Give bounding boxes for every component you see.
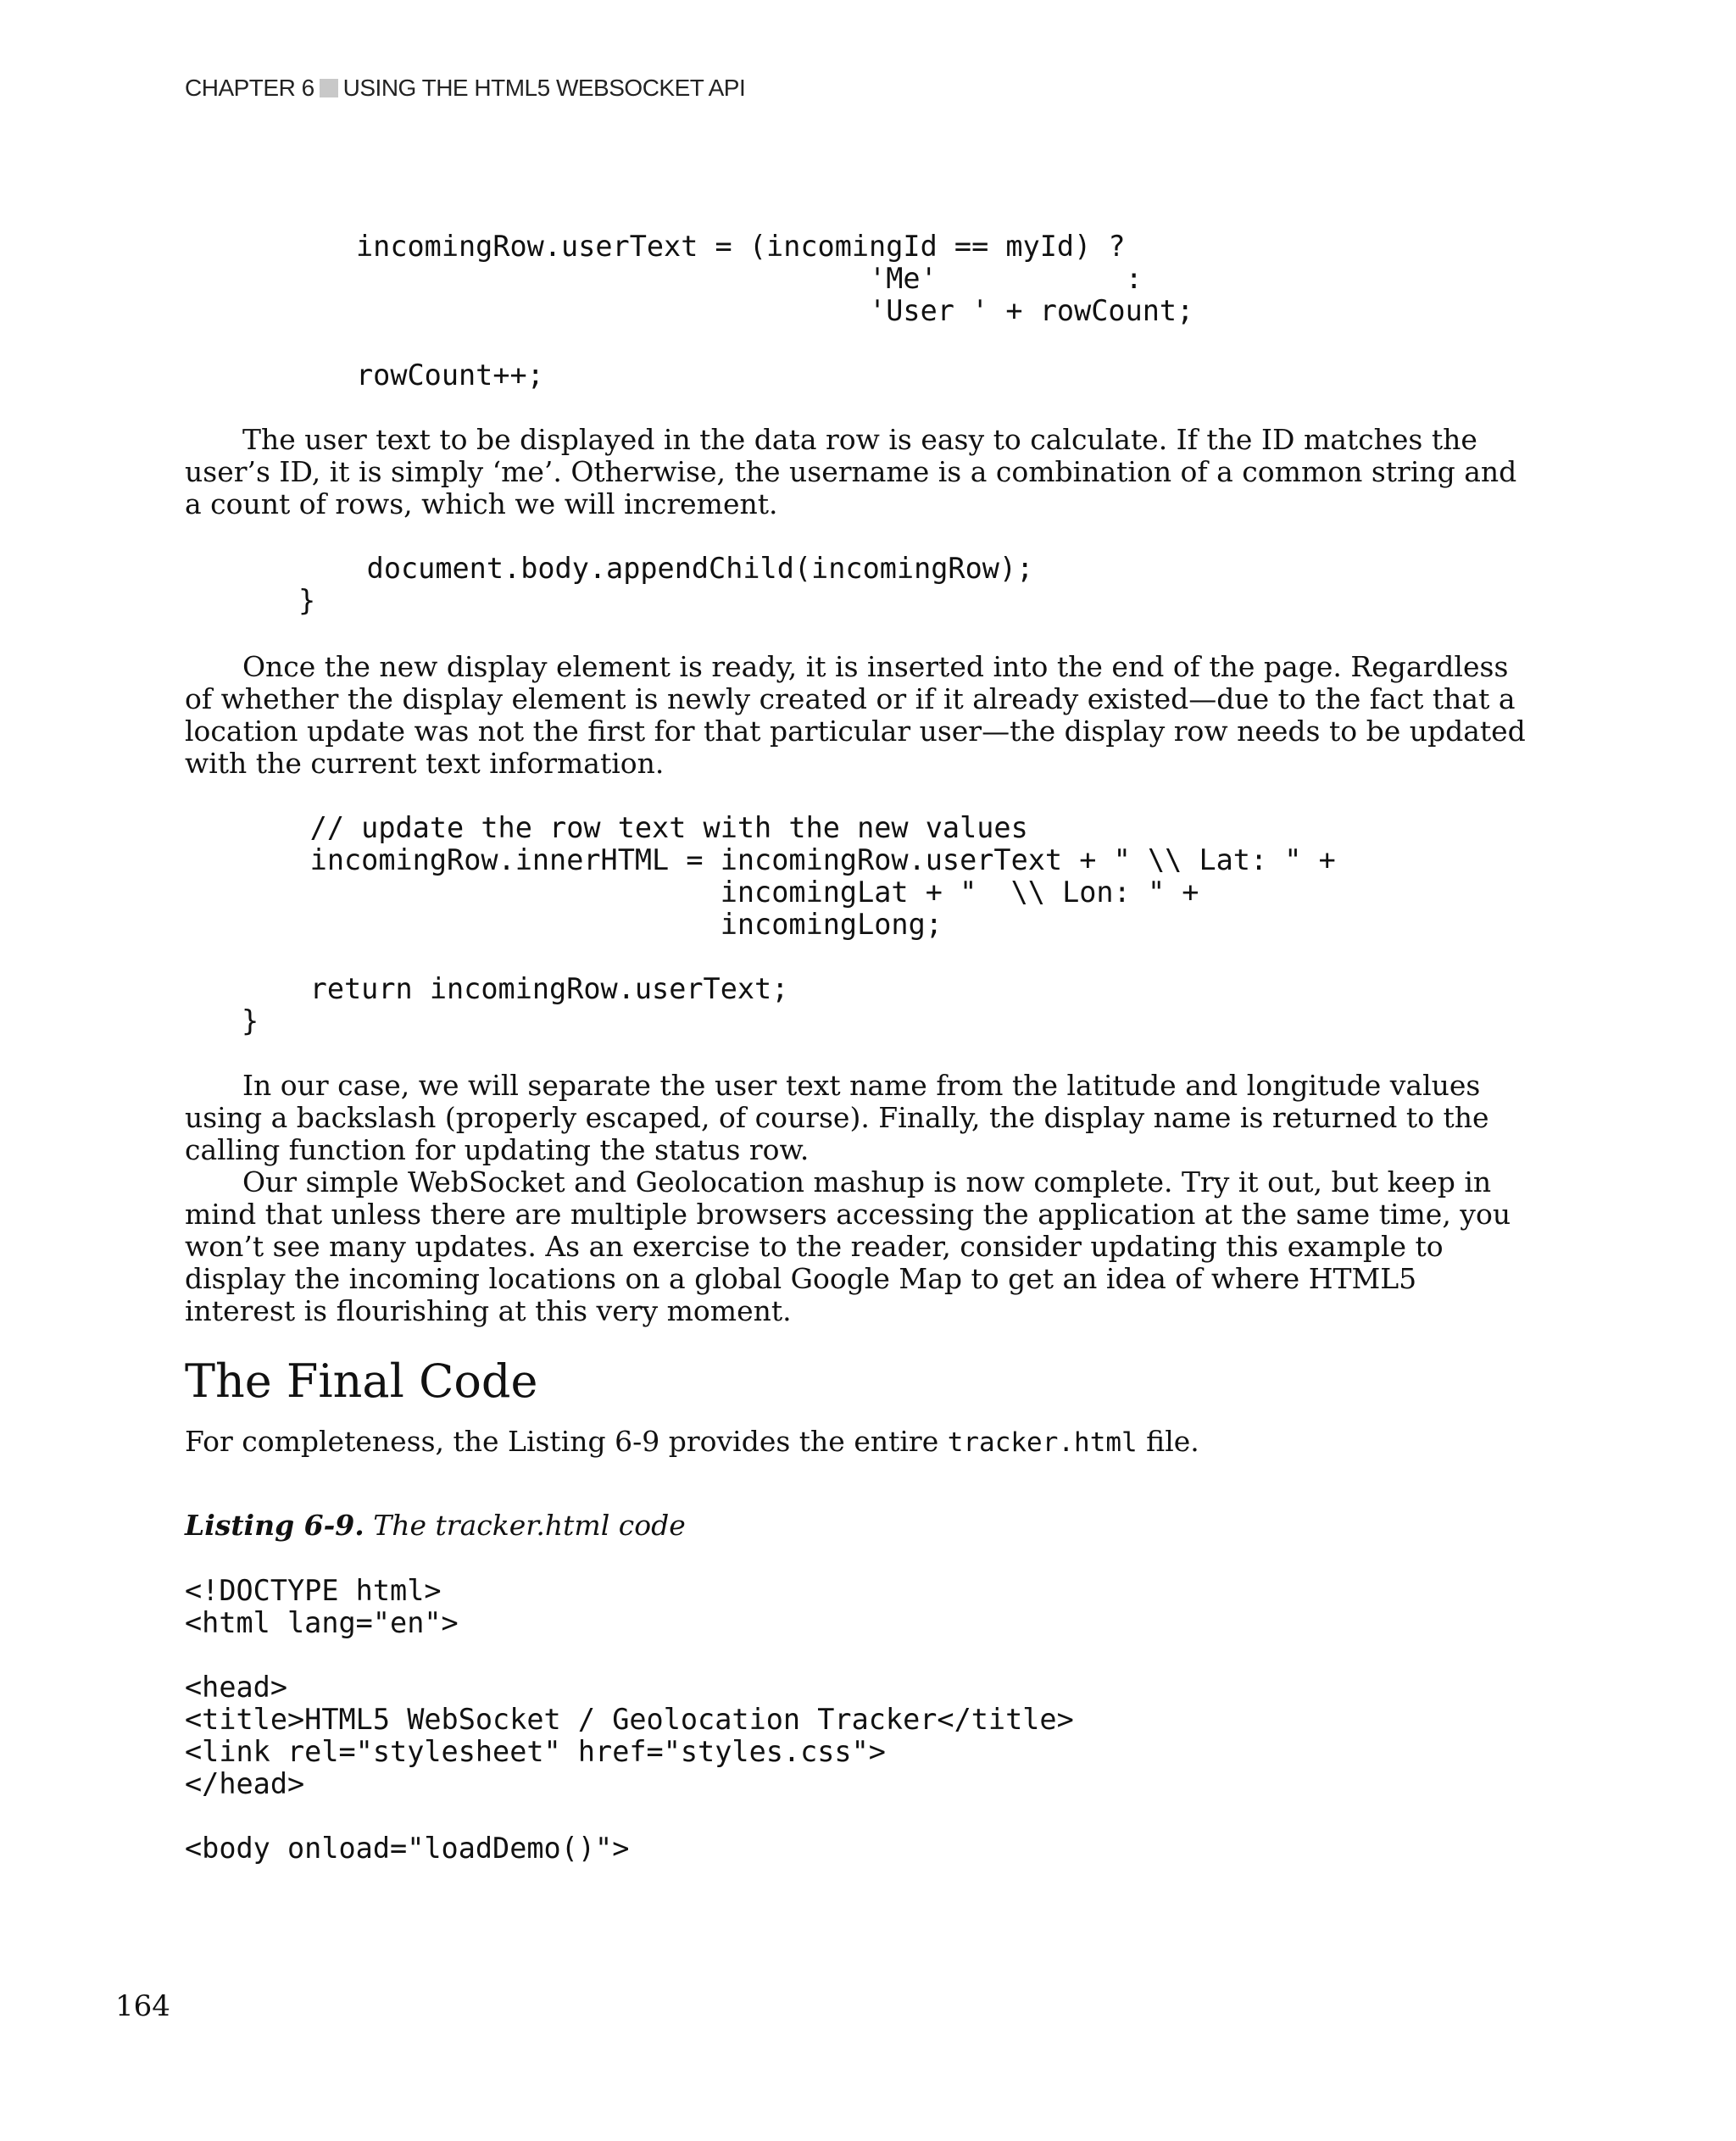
code-block-append-child: document.body.appendChild(incomingRow); }: [298, 552, 1034, 617]
listing-caption: [185, 1509, 686, 1542]
running-header: [185, 75, 745, 102]
paragraph-separator-explanation: In our case, we will separate the user text name from the latitude and longitude values using a backslash (properly escaped, of course). Finally, the display name is returned to the calling function for updating the status row.: [185, 1069, 1489, 1166]
paragraph-display-element: Once the new display element is ready, it is inserted into the end of the page. Regardless of whether the display element is newly created or if it already existed—due to the fact that a location update was not the first for that particular user—the display row needs to be updated with the current text information.: [185, 650, 1526, 780]
section-intro: For completeness, the Listing 6-9 provides the entire tracker.html file.: [185, 1425, 1199, 1458]
section-heading: The Final Code: [185, 1354, 538, 1408]
header-separator-icon: [320, 79, 338, 97]
code-block-user-text: incomingRow.userText = (incomingId == myId) ? 'Me' : 'User ' + rowCount; rowCount++;: [356, 230, 1194, 392]
chapter-label: CHAPTER 6: [185, 75, 314, 101]
page-number: 164: [115, 1989, 170, 2023]
listing-caption-text: The tracker.html code: [364, 1509, 686, 1542]
chapter-title: USING THE HTML5 WEBSOCKET API: [342, 75, 746, 101]
listing-caption-label: Listing 6-9.: [185, 1509, 364, 1542]
code-block-update-row: // update the row text with the new values incomingRow.innerHTML = incomingRow.userText + " \\ Lat: " + incomingLat + " \\ Lon: " + incomingLong; return incomingRow.userText; }: [242, 811, 1336, 1037]
code-block-listing: <!DOCTYPE html> <html lang="en"> <head> <title>HTML5 WebSocket / Geolocation Tracker</title> <link rel="stylesheet" href="styles.css"> </head> <body onload="loadDemo()">: [185, 1574, 1074, 1865]
paragraph-user-text-explanation: The user text to be displayed in the data row is easy to calculate. If the ID matches the user’s ID, it is simply ‘me’. Otherwise, the username is a combination of a common string and a count of rows, which we will increment.: [185, 423, 1517, 520]
paragraph-mashup-complete: Our simple WebSocket and Geolocation mashup is now complete. Try it out, but keep in mind that unless there are multiple browsers accessing the application at the same time, you won’t see many updates. As an exercise to the reader, consider updating this example to display the incoming locations on a global Google Map to get an idea of where HTML5 interest is flourishing at this very moment.: [185, 1165, 1511, 1327]
inline-code-filename: tracker.html: [947, 1427, 1138, 1458]
